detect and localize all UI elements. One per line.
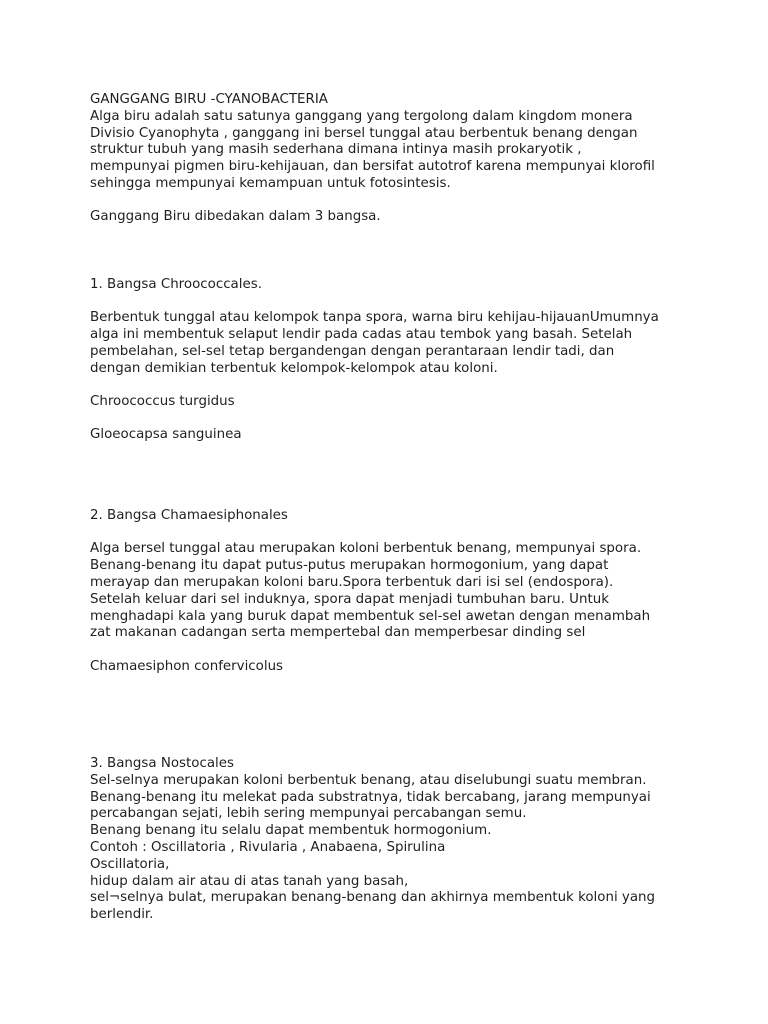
section-1-example: Gloeocapsa sanguinea — [90, 427, 242, 443]
intro-line: mempunyai pigmen biru-kehijauan, dan bersifat autotrof karena mempunyai klorofil — [90, 159, 655, 175]
intro-line: Alga biru adalah satu satunya ganggang yang tergolong dalam kingdom monera — [90, 108, 633, 124]
spacer — [90, 444, 728, 508]
intro-summary: Ganggang Biru dibedakan dalam 3 bangsa. — [90, 209, 381, 225]
section-2-line: merayap dan merupakan koloni baru.Spora terbentuk dari isi sel (endospora). — [90, 575, 614, 591]
section-2-heading: 2. Bangsa Chamaesiphonales — [90, 508, 288, 524]
section-2-example: Chamaesiphon confervicolus — [90, 658, 284, 674]
section-1-example: Chroococcus turgidus — [90, 394, 235, 410]
spacer — [90, 525, 728, 542]
section-2-line: Alga bersel tunggal atau merupakan koloni berbentuk benang, mempunyai spora. — [90, 541, 642, 557]
section-3-line: Oscillatoria, — [90, 856, 170, 872]
spacer — [90, 193, 728, 210]
intro-line: sehingga mempunyai kemampuan untuk fotosintesis. — [90, 175, 451, 191]
section-1-line: alga ini membentuk selaput lendir pada cadas atau tembok yang basah. Setelah — [90, 327, 633, 343]
section-3-line: Benang benang itu selalu dapat membentuk hormogonium. — [90, 823, 492, 839]
spacer — [90, 740, 728, 757]
section-2-line: zat makanan cadangan serta mempertebal dan memperbesar dinding sel — [90, 625, 586, 641]
section-3-heading: 3. Bangsa Nostocales — [90, 756, 234, 772]
document-title: GANGGANG BIRU -CYANOBACTERIA — [90, 92, 328, 107]
section-2-line: menghadapi kala yang buruk dapat membentuk sel-sel awetan dengan menambah — [90, 608, 651, 624]
intro-line: struktur tubuh yang masih sederhana dimana intinya masih prokaryotik , — [90, 142, 582, 158]
section-2-line: Setelah keluar dari sel induknya, spora dapat menjadi tumbuhan baru. Untuk — [90, 591, 609, 607]
section-3-line: Contoh : Oscillatoria , Rivularia , Anabaena, Spirulina — [90, 840, 446, 856]
section-1-heading: 1. Bangsa Chroococcales. — [90, 277, 262, 293]
section-1-line: Berbentuk tunggal atau kelompok tanpa spora, warna biru kehijau-hijauanUmumnya — [90, 310, 659, 326]
section-3-line: sel¬selnya bulat, merupakan benang-benang dan akhirnya membentuk koloni yang — [90, 890, 656, 906]
spacer — [90, 378, 728, 395]
section-3-line: percabangan sejati, lebih sering mempunyai percabangan semu. — [90, 806, 527, 822]
spacer — [90, 411, 728, 428]
spacer — [90, 226, 728, 277]
section-2-line: Benang-benang itu dapat putus-putus merupakan hormogonium, yang dapat — [90, 558, 609, 574]
section-3-line: Benang-benang itu melekat pada substratnya, tidak bercabang, jarang mempunyai — [90, 789, 651, 805]
spacer — [90, 294, 728, 311]
intro-line: Divisio Cyanophyta , ganggang ini bersel tunggal atau berbentuk benang dengan — [90, 125, 638, 141]
section-3-line: Sel-selnya merupakan koloni berbentuk benang, atau diselubungi suatu membran. — [90, 772, 647, 788]
section-3-line: berlendir. — [90, 907, 154, 923]
spacer — [90, 676, 728, 740]
section-1-line: dengan demikian terbentuk kelompok-kelompok atau koloni. — [90, 360, 498, 376]
section-1-line: pembelahan, sel-sel tetap bergandengan dengan perantaraan lendir tadi, dan — [90, 343, 615, 359]
section-3-line: hidup dalam air atau di atas tanah yang basah, — [90, 873, 409, 889]
spacer — [90, 642, 728, 659]
